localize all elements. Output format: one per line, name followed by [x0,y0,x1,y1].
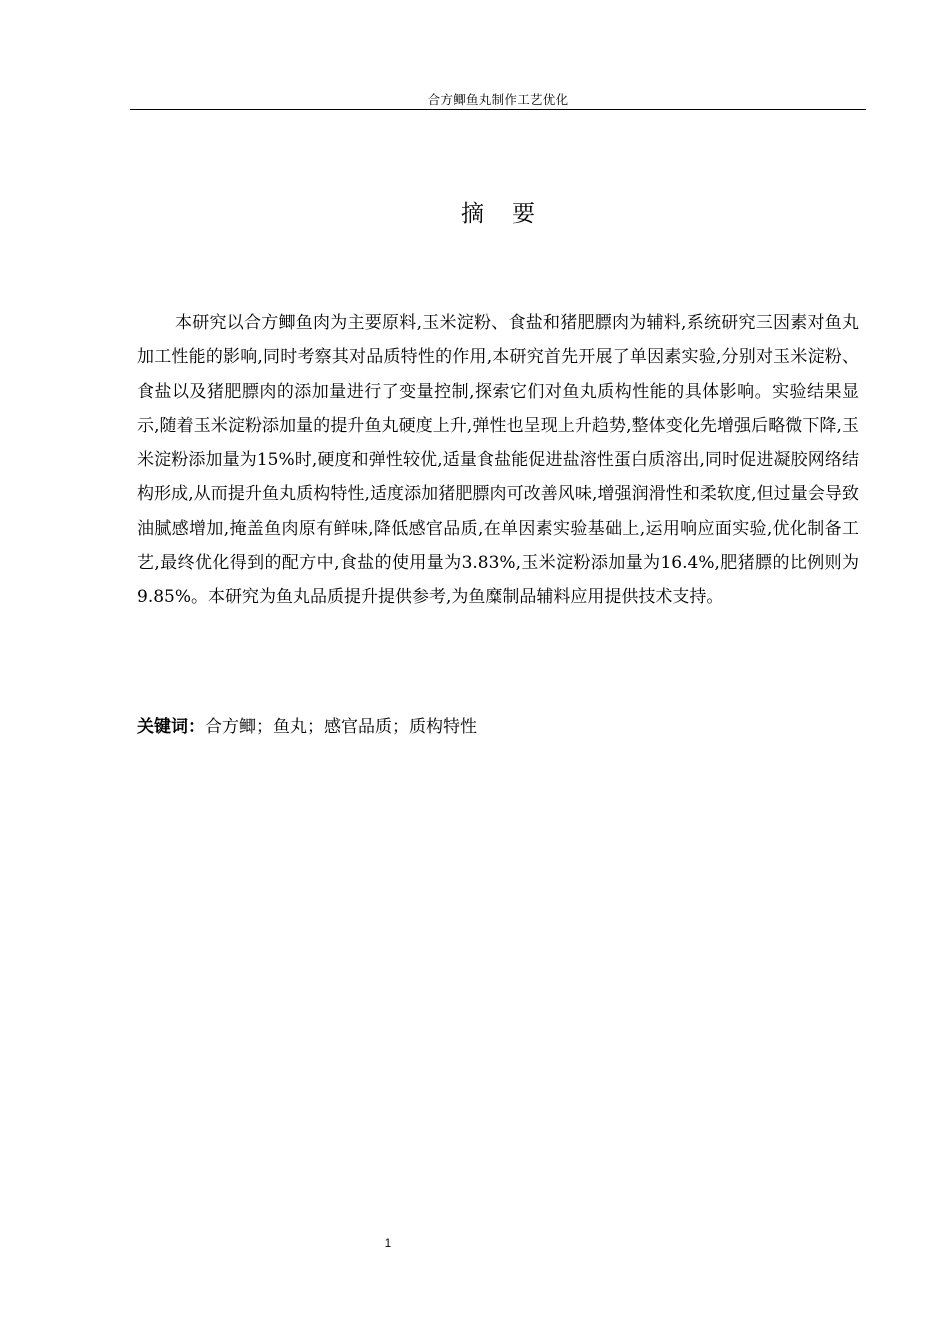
keywords-label: 关键词： [137,717,205,737]
header-rule [130,109,866,110]
keywords-line [137,712,859,742]
running-header: 合方鲫鱼丸制作工艺优化 [427,92,569,107]
page-number: 1 [384,1238,392,1250]
keywords-text: 合方鲫；鱼丸；感官品质；质构特性 [205,717,477,737]
abstract-body: 本研究以合方鲫鱼肉为主要原料,玉米淀粉、食盐和猪肥膘肉为辅料,系统研究三因素对鱼丸加工性能的影响,同时考察其对品质特性的作用,本研究首先开展了单因素实验,分别对玉米淀粉、食盐以及猪肥膘肉的添加量进行了变量控制,探索它们对鱼丸质构性能的具体影响。实验结果显示,随着玉米淀粉添加量的提升鱼丸硬度上升,弹性也呈现上升趋势,整体变化先增强后略微下降,玉米淀粉添加量为15%时,硬度和弹性较优,适量食盐能促进盐溶性蛋白质溶出,同时促进凝胶网络结构形成,从而提升鱼丸质构特性,适度添加猪肥膘肉可改善风味,增强润滑性和柔软度,但过量会导致油腻感增加,掩盖鱼肉原有鲜味,降低感官品质,在单因素实验基础上,运用响应面实验,优化制备工艺,最终优化得到的配方中,食盐的使用量为3.83%,玉米淀粉添加量为16.4%,肥猪膘的比例则为9.85%。本研究为鱼丸品质提升提供参考,为鱼糜制品辅料应用提供技术支持。 [137,313,859,608]
page-title: 摘要 [461,201,563,227]
